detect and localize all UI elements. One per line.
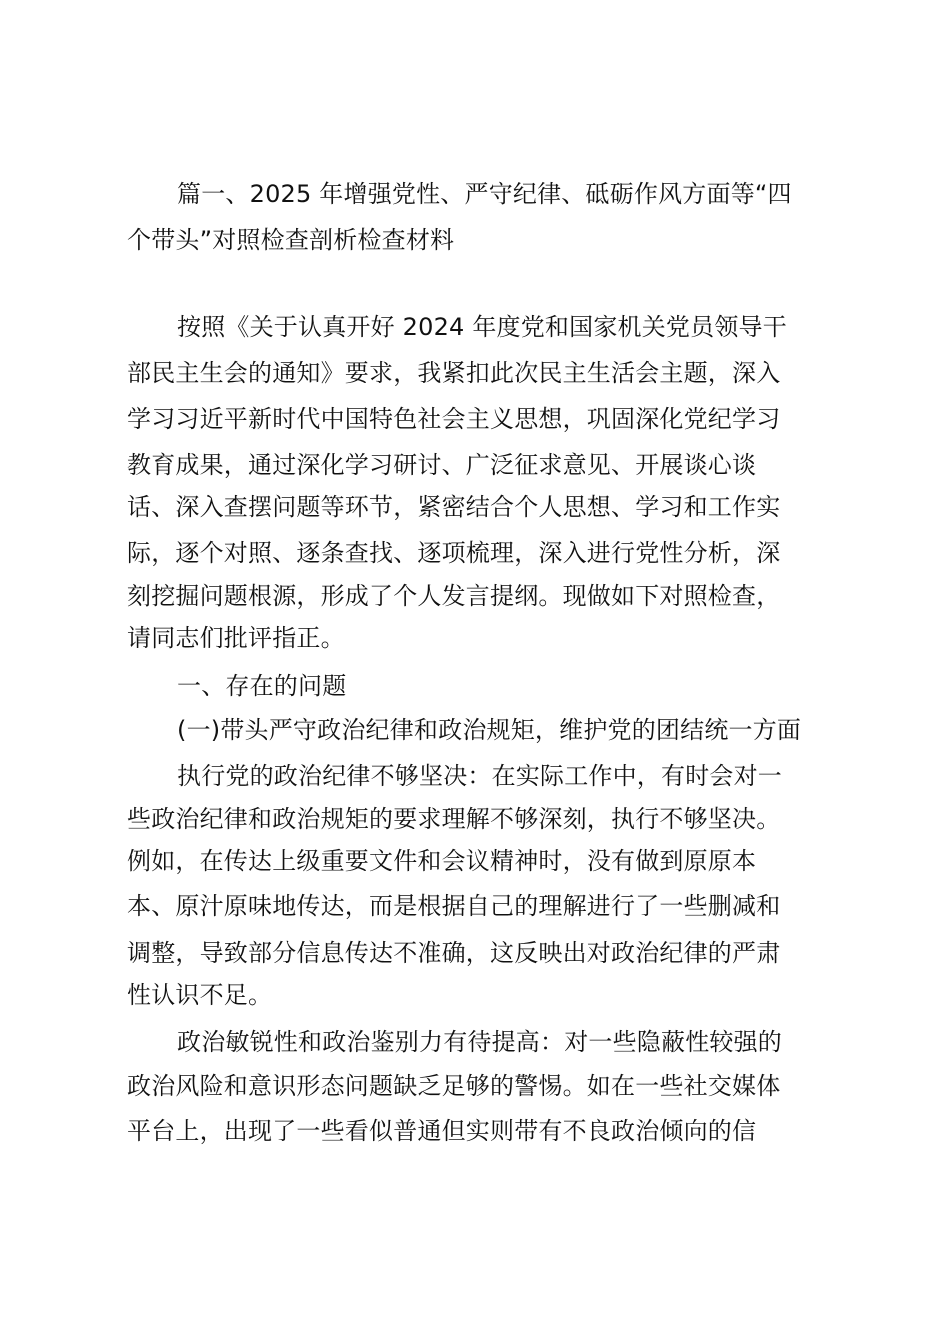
intro-line: 学习习近平新时代中国特色社会主义思想，巩固深化党纪学习 — [127, 405, 781, 433]
paragraph-line: 例如，在传达上级重要文件和会议精神时，没有做到原原本 — [127, 847, 757, 875]
paragraph-line: 性认识不足。 — [127, 981, 273, 1009]
intro-line: 部民主生会的通知》要求，我紧扣此次民主生活会主题，深入 — [127, 359, 781, 387]
paragraph-line: 平台上，出现了一些看似普通但实则带有不良政治倾向的信 — [127, 1117, 757, 1145]
intro-line: 话、深入查摆问题等环节，紧密结合个人思想、学习和工作实 — [127, 493, 781, 521]
paragraph-line: 执行党的政治纪律不够坚决：在实际工作中，有时会对一 — [177, 762, 782, 790]
paragraph-line: 政治敏锐性和政治鉴别力有待提高：对一些隐蔽性较强的 — [177, 1028, 782, 1056]
intro-line: 请同志们批评指正。 — [127, 624, 345, 652]
title-line: 篇一、2025 年增强党性、严守纪律、砥砺作风方面等“四 — [177, 180, 792, 208]
intro-line: 按照《关于认真开好 2024 年度党和国家机关党员领导干 — [177, 313, 787, 341]
paragraph-line: 调整，导致部分信息传达不准确，这反映出对政治纪律的严肃 — [127, 939, 781, 967]
intro-line: 刻挖掘问题根源，形成了个人发言提纲。现做如下对照检查， — [127, 582, 781, 610]
title-line: 个带头”对照检查剖析检查材料 — [127, 226, 455, 254]
intro-line: 际，逐个对照、逐条查找、逐项梳理，深入进行党性分析，深 — [127, 539, 781, 567]
intro-line: 教育成果，通过深化学习研讨、广泛征求意见、开展谈心谈 — [127, 451, 757, 479]
paragraph-line: 些政治纪律和政治规矩的要求理解不够深刻，执行不够坚决。 — [127, 805, 781, 833]
subsection-heading: (一)带头严守政治纪律和政治规矩，维护党的团结统一方面 — [177, 716, 802, 744]
section-heading: 一、存在的问题 — [177, 672, 347, 700]
paragraph-line: 本、原汁原味地传达，而是根据自己的理解进行了一些删减和 — [127, 892, 781, 920]
paragraph-line: 政治风险和意识形态问题缺乏足够的警惕。如在一些社交媒体 — [127, 1072, 781, 1100]
